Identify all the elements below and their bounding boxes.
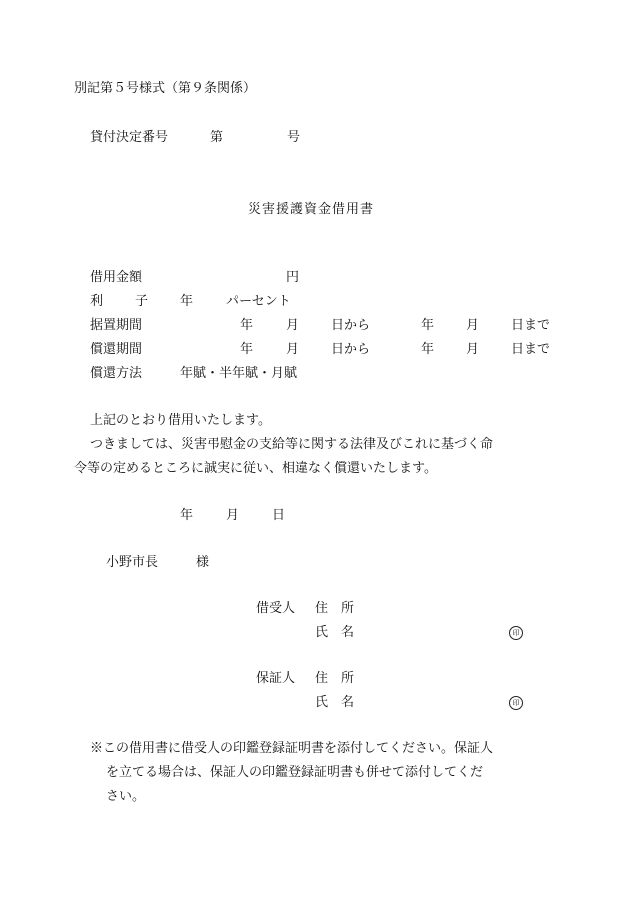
- loan-amount-label: 借用金額: [90, 270, 143, 285]
- date-month: 月: [226, 508, 240, 523]
- guarantor-address-label: 住 所: [315, 671, 355, 686]
- borrower-seal-mark: [509, 625, 523, 641]
- grace-start-year: 年: [240, 318, 254, 333]
- repayment-method-label: 償還方法: [90, 366, 143, 381]
- note-line-2: を立てる場合は、保証人の印鑑登録証明書も併せて添付してくだ: [106, 765, 484, 780]
- document-title: 災害援護資金借用書: [248, 202, 375, 217]
- seal-icon: 印: [509, 626, 523, 640]
- decision-number-label: 貸付決定番号: [90, 130, 169, 145]
- note-line-1: ※この借用書に借受人の印鑑登録証明書を添付してください。保証人: [90, 741, 494, 756]
- interest-label-2: 子: [135, 294, 149, 309]
- addressee-name: 小野市長: [106, 555, 159, 570]
- addressee-suffix: 様: [196, 555, 210, 570]
- body-line-1: 上記のとおり借用いたします。: [90, 413, 271, 428]
- repay-start-day: 日から: [331, 342, 371, 357]
- repay-end-month: 月: [466, 342, 480, 357]
- grace-end-year: 年: [421, 318, 435, 333]
- body-line-3: 令等の定めるところに誠実に従い、相違なく償還いたします。: [74, 461, 437, 476]
- grace-end-day: 日まで: [511, 318, 551, 333]
- body-line-2: つきましては、災害弔慰金の支給等に関する法律及びこれに基づく命: [90, 437, 494, 452]
- borrower-label: 借受人: [256, 601, 296, 616]
- date-day: 日: [272, 508, 286, 523]
- seal-icon: 印: [509, 696, 523, 710]
- grace-period-label: 据置期間: [90, 318, 143, 333]
- borrower-name-label: 氏 名: [315, 625, 355, 640]
- form-reference: 別記第５号様式（第９条関係）: [74, 81, 257, 96]
- decision-number-prefix: 第: [210, 130, 224, 145]
- repay-end-day: 日まで: [511, 342, 551, 357]
- interest-label-1: 利: [90, 294, 104, 309]
- repayment-method-options: 年賦・半年賦・月賦: [180, 366, 298, 381]
- interest-unit: パーセント: [226, 294, 291, 309]
- interest-year: 年: [180, 294, 194, 309]
- grace-end-month: 月: [466, 318, 480, 333]
- repay-end-year: 年: [421, 342, 435, 357]
- guarantor-seal-mark: [509, 695, 523, 711]
- guarantor-name-label: 氏 名: [315, 695, 355, 710]
- repay-start-month: 月: [286, 342, 300, 357]
- note-line-3: さい。: [106, 789, 146, 804]
- repay-start-year: 年: [240, 342, 254, 357]
- borrower-address-label: 住 所: [315, 601, 355, 616]
- date-year: 年: [180, 508, 194, 523]
- loan-amount-unit: 円: [286, 270, 300, 285]
- grace-start-day: 日から: [331, 318, 371, 333]
- repayment-period-label: 償還期間: [90, 342, 143, 357]
- decision-number-suffix: 号: [287, 130, 301, 145]
- guarantor-label: 保証人: [256, 671, 296, 686]
- grace-start-month: 月: [286, 318, 300, 333]
